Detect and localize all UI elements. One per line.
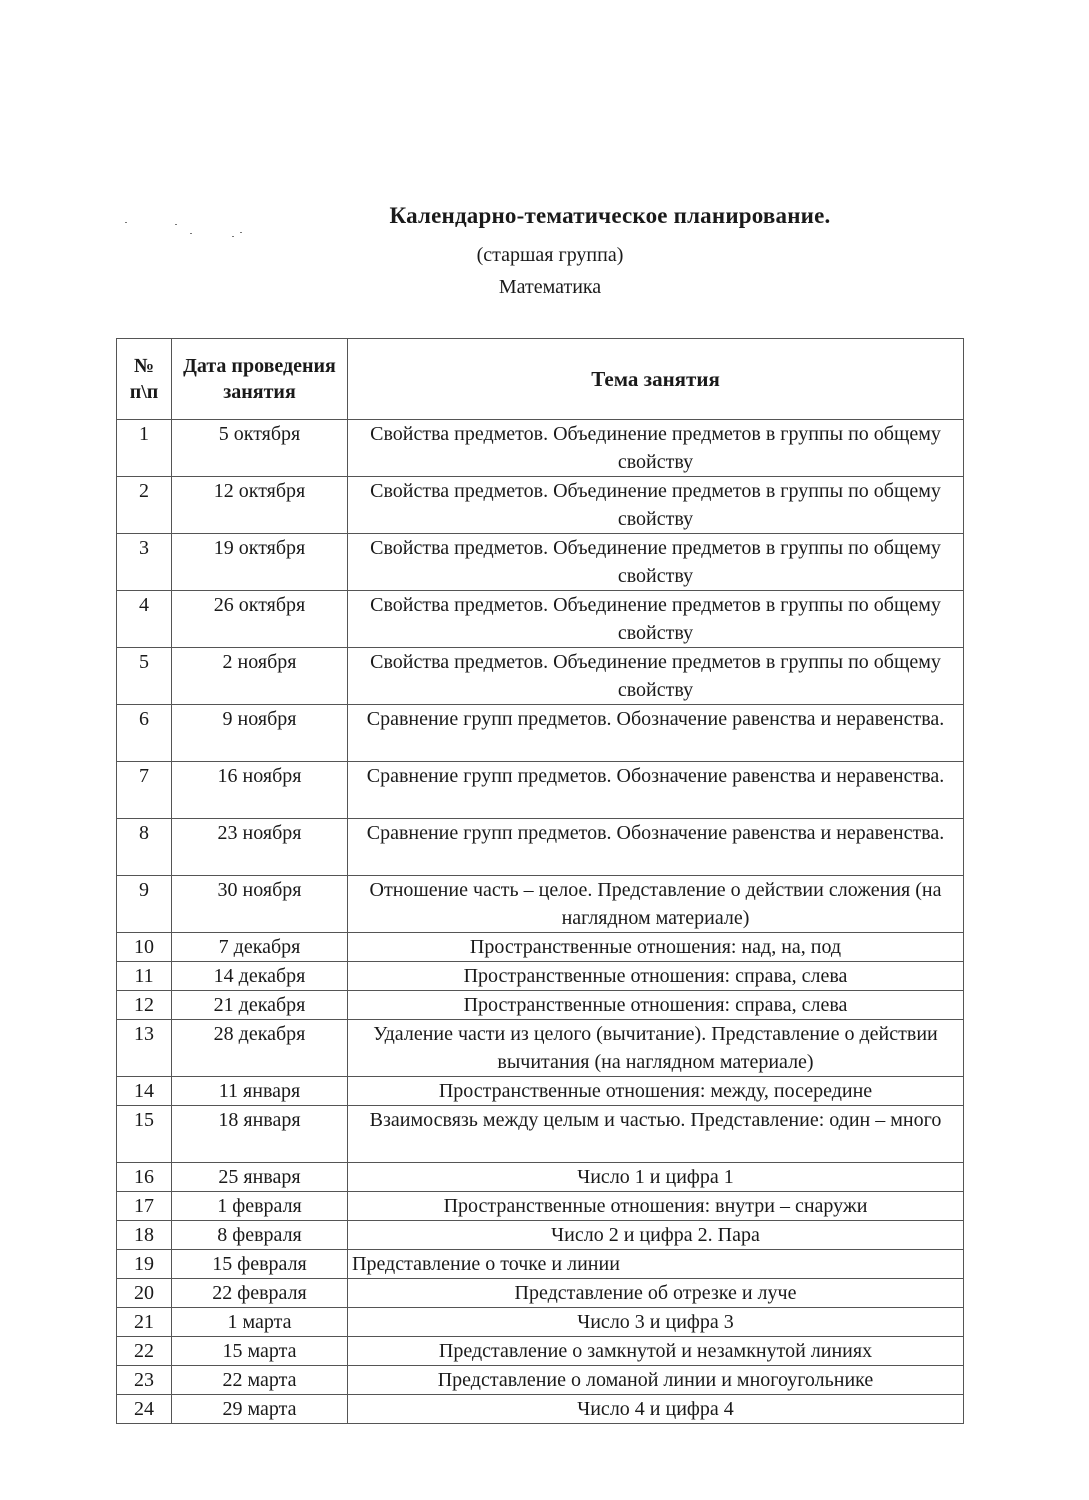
row-topic: Представление о ломаной линии и многоугольнике xyxy=(348,1366,964,1395)
scan-speck xyxy=(125,222,127,223)
row-topic: Удаление части из целого (вычитание). Представление о действии вычитания (на наглядном материале) xyxy=(348,1020,964,1077)
row-topic: Свойства предметов. Объединение предметов в группы по общему свойству xyxy=(348,477,964,534)
row-number: 7 xyxy=(117,762,172,819)
table-row xyxy=(117,1192,964,1221)
row-topic: Сравнение групп предметов. Обозначение равенства и неравенства. xyxy=(348,819,964,876)
row-date: 28 декабря xyxy=(172,1020,348,1077)
table-row xyxy=(117,1395,964,1424)
row-date: 18 января xyxy=(172,1106,348,1163)
table-row xyxy=(117,1250,964,1279)
row-number: 12 xyxy=(117,991,172,1020)
row-topic: Представление о точке и линии xyxy=(348,1250,964,1279)
row-date: 30 ноября xyxy=(172,876,348,933)
column-header-topic: Тема занятия xyxy=(348,339,964,420)
table-row xyxy=(117,1106,964,1163)
row-number: 15 xyxy=(117,1106,172,1163)
row-date: 26 октября xyxy=(172,591,348,648)
scan-speck xyxy=(190,233,192,234)
table-row xyxy=(117,933,964,962)
row-date: 5 октября xyxy=(172,420,348,477)
row-number: 6 xyxy=(117,705,172,762)
table-row xyxy=(117,1279,964,1308)
row-number: 1 xyxy=(117,420,172,477)
row-number: 5 xyxy=(117,648,172,705)
column-header-date: Дата проведения занятия xyxy=(172,339,348,420)
row-number: 3 xyxy=(117,534,172,591)
row-number: 19 xyxy=(117,1250,172,1279)
row-topic: Пространственные отношения: над, на, под xyxy=(348,933,964,962)
table-row xyxy=(117,1337,964,1366)
row-date: 15 марта xyxy=(172,1337,348,1366)
row-number: 11 xyxy=(117,962,172,991)
row-number: 20 xyxy=(117,1279,172,1308)
row-date: 15 февраля xyxy=(172,1250,348,1279)
lesson-plan-table xyxy=(116,338,964,1424)
row-date: 21 декабря xyxy=(172,991,348,1020)
row-number: 22 xyxy=(117,1337,172,1366)
scan-speck xyxy=(240,232,242,233)
row-date: 7 декабря xyxy=(172,933,348,962)
row-topic: Число 3 и цифра 3 xyxy=(348,1308,964,1337)
row-number: 8 xyxy=(117,819,172,876)
row-number: 17 xyxy=(117,1192,172,1221)
table-row xyxy=(117,819,964,876)
row-topic: Отношение часть – целое. Представление о действии сложения (на наглядном материале) xyxy=(348,876,964,933)
table-row xyxy=(117,1077,964,1106)
scan-speck xyxy=(175,224,177,225)
row-date: 14 декабря xyxy=(172,962,348,991)
row-number: 18 xyxy=(117,1221,172,1250)
row-date: 11 января xyxy=(172,1077,348,1106)
table-row xyxy=(117,1221,964,1250)
row-date: 2 ноября xyxy=(172,648,348,705)
subject-title: Математика xyxy=(498,276,602,298)
table-row xyxy=(117,876,964,933)
table-row xyxy=(117,1020,964,1077)
row-date: 8 февраля xyxy=(172,1221,348,1250)
row-topic: Свойства предметов. Объединение предметов в группы по общему свойству xyxy=(348,591,964,648)
row-topic: Число 1 и цифра 1 xyxy=(348,1163,964,1192)
row-topic: Пространственные отношения: справа, слева xyxy=(348,991,964,1020)
table-row xyxy=(117,420,964,477)
row-date: 22 февраля xyxy=(172,1279,348,1308)
row-date: 25 января xyxy=(172,1163,348,1192)
row-topic: Взаимосвязь между целым и частью. Представление: один – много xyxy=(348,1106,964,1163)
row-topic: Свойства предметов. Объединение предметов в группы по общему свойству xyxy=(348,648,964,705)
table-row xyxy=(117,991,964,1020)
row-number: 13 xyxy=(117,1020,172,1077)
table-row xyxy=(117,477,964,534)
table-header-row xyxy=(117,339,964,420)
row-number: 16 xyxy=(117,1163,172,1192)
table-row xyxy=(117,1366,964,1395)
group-subtitle: (старшая группа) xyxy=(476,244,624,266)
row-date: 1 марта xyxy=(172,1308,348,1337)
table-row xyxy=(117,591,964,648)
row-topic: Сравнение групп предметов. Обозначение равенства и неравенства. xyxy=(348,762,964,819)
row-number: 4 xyxy=(117,591,172,648)
row-topic: Число 4 и цифра 4 xyxy=(348,1395,964,1424)
row-date: 19 октября xyxy=(172,534,348,591)
scan-speck xyxy=(232,236,234,237)
row-number: 23 xyxy=(117,1366,172,1395)
table-row xyxy=(117,1163,964,1192)
row-number: 24 xyxy=(117,1395,172,1424)
row-topic: Число 2 и цифра 2. Пара xyxy=(348,1221,964,1250)
table-row xyxy=(117,1308,964,1337)
row-topic: Представление о замкнутой и незамкнутой линиях xyxy=(348,1337,964,1366)
row-topic: Свойства предметов. Объединение предметов в группы по общему свойству xyxy=(348,420,964,477)
row-number: 21 xyxy=(117,1308,172,1337)
row-number: 9 xyxy=(117,876,172,933)
table-row xyxy=(117,962,964,991)
row-number: 14 xyxy=(117,1077,172,1106)
row-date: 22 марта xyxy=(172,1366,348,1395)
row-number: 2 xyxy=(117,477,172,534)
row-date: 16 ноября xyxy=(172,762,348,819)
row-date: 23 ноября xyxy=(172,819,348,876)
row-date: 9 ноября xyxy=(172,705,348,762)
row-date: 12 октября xyxy=(172,477,348,534)
row-date: 1 февраля xyxy=(172,1192,348,1221)
page-title: Календарно-тематическое планирование. xyxy=(389,203,831,228)
row-topic: Свойства предметов. Объединение предметов в группы по общему свойству xyxy=(348,534,964,591)
row-topic: Пространственные отношения: между, посередине xyxy=(348,1077,964,1106)
row-date: 29 марта xyxy=(172,1395,348,1424)
row-number: 10 xyxy=(117,933,172,962)
table-row xyxy=(117,762,964,819)
row-topic: Пространственные отношения: внутри – снаружи xyxy=(348,1192,964,1221)
row-topic: Представление об отрезке и луче xyxy=(348,1279,964,1308)
table-row xyxy=(117,705,964,762)
row-topic: Сравнение групп предметов. Обозначение равенства и неравенства. xyxy=(348,705,964,762)
column-header-number: № п\п xyxy=(117,339,172,420)
table-row xyxy=(117,648,964,705)
row-topic: Пространственные отношения: справа, слева xyxy=(348,962,964,991)
table-row xyxy=(117,534,964,591)
